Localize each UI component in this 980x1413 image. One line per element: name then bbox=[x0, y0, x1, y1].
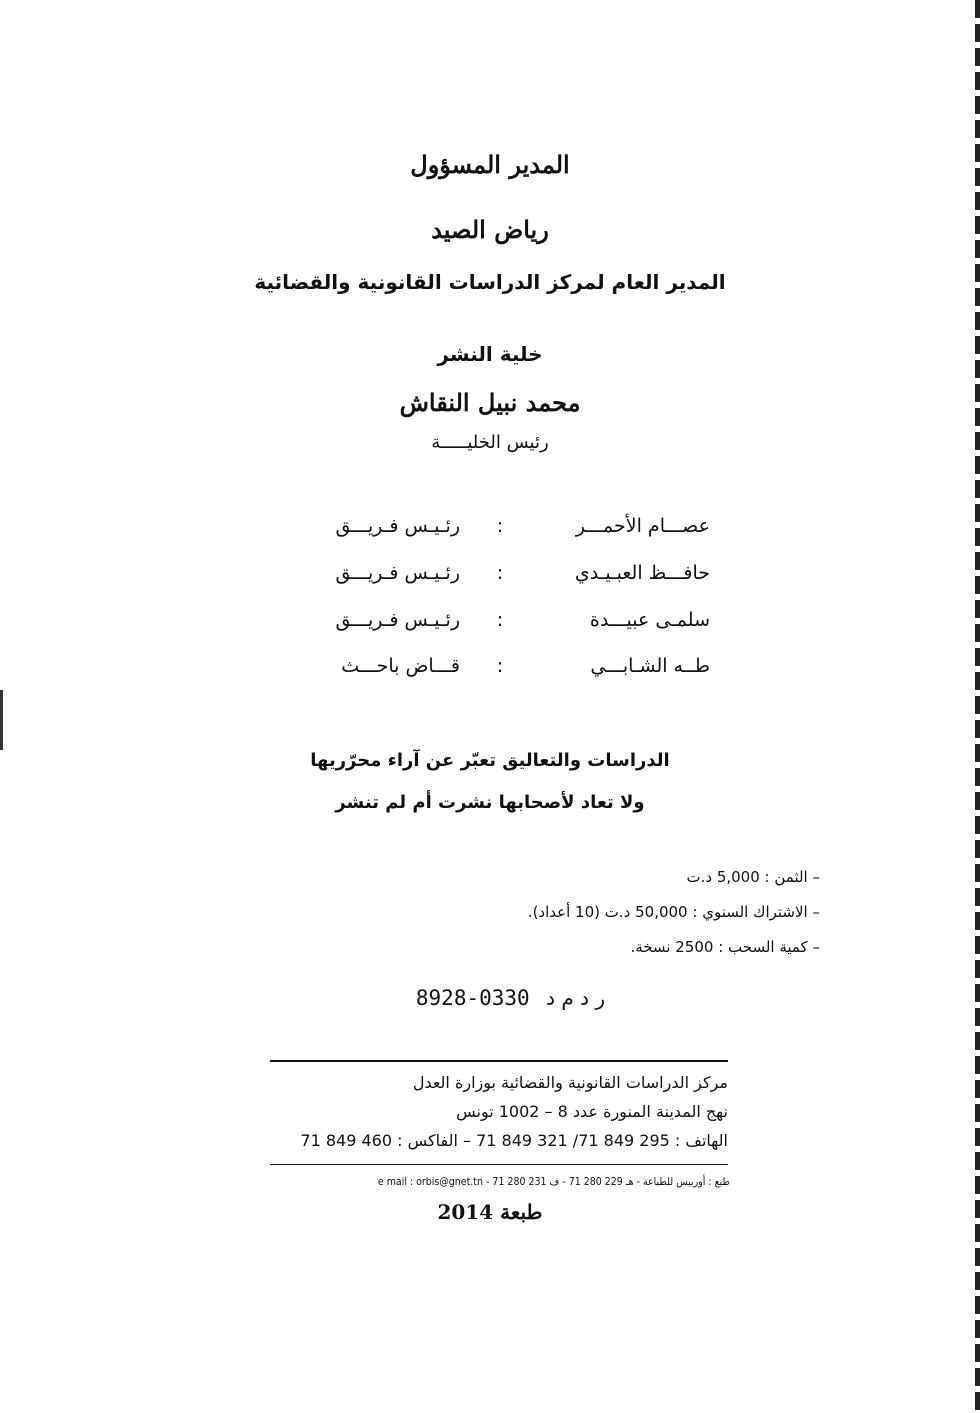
team-colon: : bbox=[496, 562, 504, 584]
team-member-name: حافـــظ العبـيـدي bbox=[574, 562, 710, 584]
address-line-2: نهج المدينة المنورة عدد 8 – 1002 تونس bbox=[456, 1102, 728, 1121]
team-member-role: قـــاض باحـــث bbox=[341, 655, 460, 677]
director-role: المدير العام لمركز الدراسات القانونية والقضائية bbox=[254, 270, 726, 294]
team-colon: : bbox=[496, 515, 504, 537]
team-row bbox=[270, 515, 710, 545]
team-row bbox=[270, 609, 710, 639]
team-colon: : bbox=[496, 655, 504, 677]
director-title: المدير المسؤول bbox=[410, 150, 570, 179]
scan-edge-mark-left bbox=[0, 690, 3, 750]
team-member-name: عصـــام الأحمـــر bbox=[575, 515, 710, 537]
team-member-name: سلمـى عبيـــدة bbox=[589, 609, 710, 631]
team-row bbox=[270, 655, 710, 685]
divider-bottom bbox=[270, 1164, 728, 1165]
price-line: – الثمن : 5,000 د.ت bbox=[686, 868, 820, 886]
issn-code: 0330-8928 bbox=[415, 986, 530, 1010]
issn-label: ر د م د bbox=[546, 986, 605, 1010]
subscription-line: – الاشتراك السنوي : 50,000 د.ت (10 أعداد). bbox=[527, 903, 820, 921]
edition: طبعة 2014 bbox=[437, 1200, 543, 1224]
team-row bbox=[270, 562, 710, 592]
disclaimer-line-1: الدراسات والتعاليق تعبّر عن آراء محرّريها bbox=[310, 750, 670, 771]
team-member-role: رئـيـس فـريـــق bbox=[335, 562, 460, 584]
director-name: رياض الصيد bbox=[431, 215, 549, 244]
print-run-line: – كمية السحب : 2500 نسخة. bbox=[630, 938, 820, 956]
printer-line: طبع : أوربيس للطباعة - هـ 229 280 71 - ف 231 280 71 - e mail : orbis@gnet.tn bbox=[377, 1176, 730, 1188]
team-member-name: طــه الشـابـــي bbox=[590, 655, 710, 677]
team-member-role: رئـيـس فـريـــق bbox=[335, 515, 460, 537]
disclaimer-line-2: ولا تعاد لأصحابها نشرت أم لم تنشر bbox=[335, 792, 645, 813]
team-member-role: رئـيـس فـريـــق bbox=[335, 609, 460, 631]
publishing-cell-head-role: رئيس الخليـــــة bbox=[431, 432, 549, 453]
address-line-1: مركز الدراسات القانونية والقضائية بوزارة العدل bbox=[412, 1073, 728, 1092]
publishing-cell-title: خلية النشر bbox=[437, 342, 543, 366]
publishing-cell-head-name: محمد نبيل النقاش bbox=[399, 388, 581, 417]
address-phone-line: الهاتف : 295 849 71/ 321 849 71 – الفاكس : 460 849 71 bbox=[300, 1131, 728, 1150]
issn bbox=[395, 986, 605, 1010]
team-list bbox=[270, 515, 710, 685]
divider-top bbox=[270, 1060, 728, 1062]
team-colon: : bbox=[496, 609, 504, 631]
